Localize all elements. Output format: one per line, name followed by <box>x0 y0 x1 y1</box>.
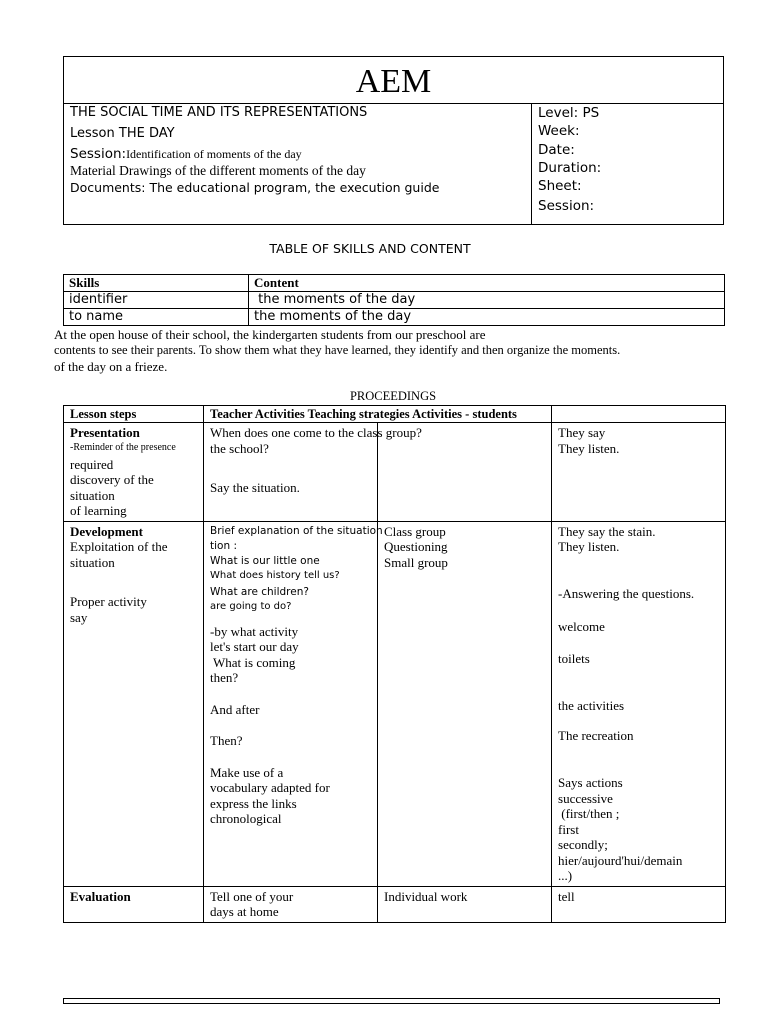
student-line: tell <box>558 888 575 904</box>
strategy-line: Small group <box>384 554 448 570</box>
student-line: hier/aujourd'hui/demain <box>558 852 683 868</box>
student-line: first <box>558 821 579 837</box>
meta-sheet: Sheet: <box>538 178 582 194</box>
skills-table-title: TABLE OF SKILLS AND CONTENT <box>269 241 471 256</box>
teacher-line: -by what activity <box>210 623 299 639</box>
teacher-line: days at home <box>210 904 279 919</box>
student-line: successive <box>558 790 613 806</box>
lesson-line: Lesson THE DAY <box>70 126 175 141</box>
teacher-line: When does one come to the class group? <box>210 425 422 440</box>
step-title: Evaluation <box>70 888 131 904</box>
teacher-line: vocabulary adapted for <box>210 780 330 795</box>
header-divider <box>64 103 723 104</box>
teacher-line: Say the situation. <box>210 480 300 495</box>
teacher-line: are going to do? <box>210 600 292 612</box>
skills-header-content: Content <box>249 275 725 292</box>
development-students-cell <box>552 521 726 886</box>
step-note: -Reminder of the presence <box>70 441 176 453</box>
proceedings-table <box>63 405 726 923</box>
evaluation-strategy-cell <box>378 886 552 922</box>
skills-header-skills: Skills <box>64 275 249 292</box>
meta-date: Date: <box>538 142 575 158</box>
evaluation-step-cell <box>64 886 204 922</box>
student-line: -Answering the questions. <box>558 585 695 601</box>
header-column-divider <box>531 103 532 225</box>
meta-duration: Duration: <box>538 160 602 176</box>
teacher-line: the school? <box>210 440 269 456</box>
step-line: of learning <box>70 503 127 518</box>
table-row <box>64 521 726 886</box>
student-line: They say <box>558 425 606 440</box>
step-line: discovery of the <box>70 472 154 487</box>
skills-header-row <box>64 275 725 292</box>
teacher-line: let's start our day <box>210 639 299 654</box>
header-lesson-steps: Lesson steps <box>64 406 204 423</box>
teacher-line: Then? <box>210 733 243 748</box>
content-cell: the moments of the day <box>249 309 725 326</box>
strategy-line: Individual work <box>384 888 468 904</box>
table-row <box>64 292 725 309</box>
step-line: situation <box>70 554 115 570</box>
presentation-students-cell <box>552 423 726 522</box>
header-teacher-activities: Teacher Activities Teaching strategies Activities - students <box>204 406 552 423</box>
table-row <box>64 423 726 522</box>
material-line: Material Drawings of the different moments of the day <box>70 163 366 178</box>
teacher-line: What is coming <box>210 654 296 670</box>
subject-line: THE SOCIAL TIME AND ITS REPRESENTATIONS <box>70 105 368 120</box>
step-title: Presentation <box>70 425 140 440</box>
documents-line: Documents: The educational program, the execution guide <box>70 180 440 195</box>
step-title: Development <box>70 523 143 539</box>
evaluation-teacher-cell <box>204 886 378 922</box>
teacher-line: express the links <box>210 795 297 811</box>
session-value: Identification of moments of the day <box>126 147 302 161</box>
skill-cell: identifier <box>64 292 249 309</box>
teacher-line: tion : <box>210 539 237 552</box>
student-line: (first/then ; <box>558 806 620 821</box>
strategy-line: Class group <box>384 523 446 539</box>
step-line: say <box>70 609 88 625</box>
student-line: Says actions <box>558 775 623 790</box>
intro-line-1: At the open house of their school, the kindergarten students from our preschool are <box>54 327 486 342</box>
development-teacher-cell <box>204 521 383 886</box>
student-line: secondly; <box>558 837 608 852</box>
page-footer-rule <box>63 998 720 1004</box>
step-line: Exploitation of the <box>70 539 168 554</box>
teacher-line: Tell one of your <box>210 888 294 904</box>
intro-line-3: of the day on a frieze. <box>54 359 168 374</box>
teacher-line: What are children? <box>210 585 309 598</box>
development-strategy-cell <box>378 521 552 886</box>
step-line: Proper activity <box>70 594 147 609</box>
student-line: The recreation <box>558 727 634 743</box>
presentation-teacher-cell <box>204 423 422 522</box>
proceedings-title: PROCEEDINGS <box>349 389 437 403</box>
meta-level: Level: PS <box>538 105 600 121</box>
proceedings-header-row <box>64 406 726 423</box>
content-cell: the moments of the day <box>249 292 725 309</box>
strategy-line: Questioning <box>384 539 448 554</box>
lesson-header-box <box>63 56 724 225</box>
meta-session: Session: <box>538 198 595 214</box>
header-empty <box>552 406 726 423</box>
student-line: the activities <box>558 698 625 713</box>
teacher-line: What is our little one <box>210 554 320 567</box>
teacher-line: What does history tell us? <box>210 569 340 581</box>
meta-week: Week: <box>538 123 580 139</box>
document-title: AEM <box>355 63 432 100</box>
table-row <box>64 309 725 326</box>
table-row <box>64 886 726 922</box>
teacher-line: Make use of a <box>210 764 284 780</box>
student-line: They listen. <box>558 440 620 456</box>
skills-content-table <box>63 274 725 326</box>
teacher-line: chronological <box>210 811 282 826</box>
presentation-step-cell <box>64 423 204 522</box>
step-line: situation <box>70 487 115 503</box>
evaluation-students-cell <box>552 886 726 922</box>
student-line: ...) <box>558 868 573 883</box>
step-line: required <box>70 456 114 472</box>
skill-cell: to name <box>64 309 249 326</box>
student-line: They listen. <box>558 539 620 554</box>
teacher-line: Brief explanation of the situation <box>210 524 383 537</box>
development-step-cell <box>64 521 204 886</box>
student-line: They say the stain. <box>558 523 656 539</box>
teacher-line: And after <box>210 701 260 717</box>
teacher-line: then? <box>210 670 239 685</box>
student-line: toilets <box>558 650 590 666</box>
session-line <box>70 145 302 163</box>
intro-line-2: contents to see their parents. To show them what they have learned, they identify and then organize the moments. <box>54 343 621 357</box>
student-line: welcome <box>558 619 605 634</box>
session-label: Session: <box>70 146 127 162</box>
